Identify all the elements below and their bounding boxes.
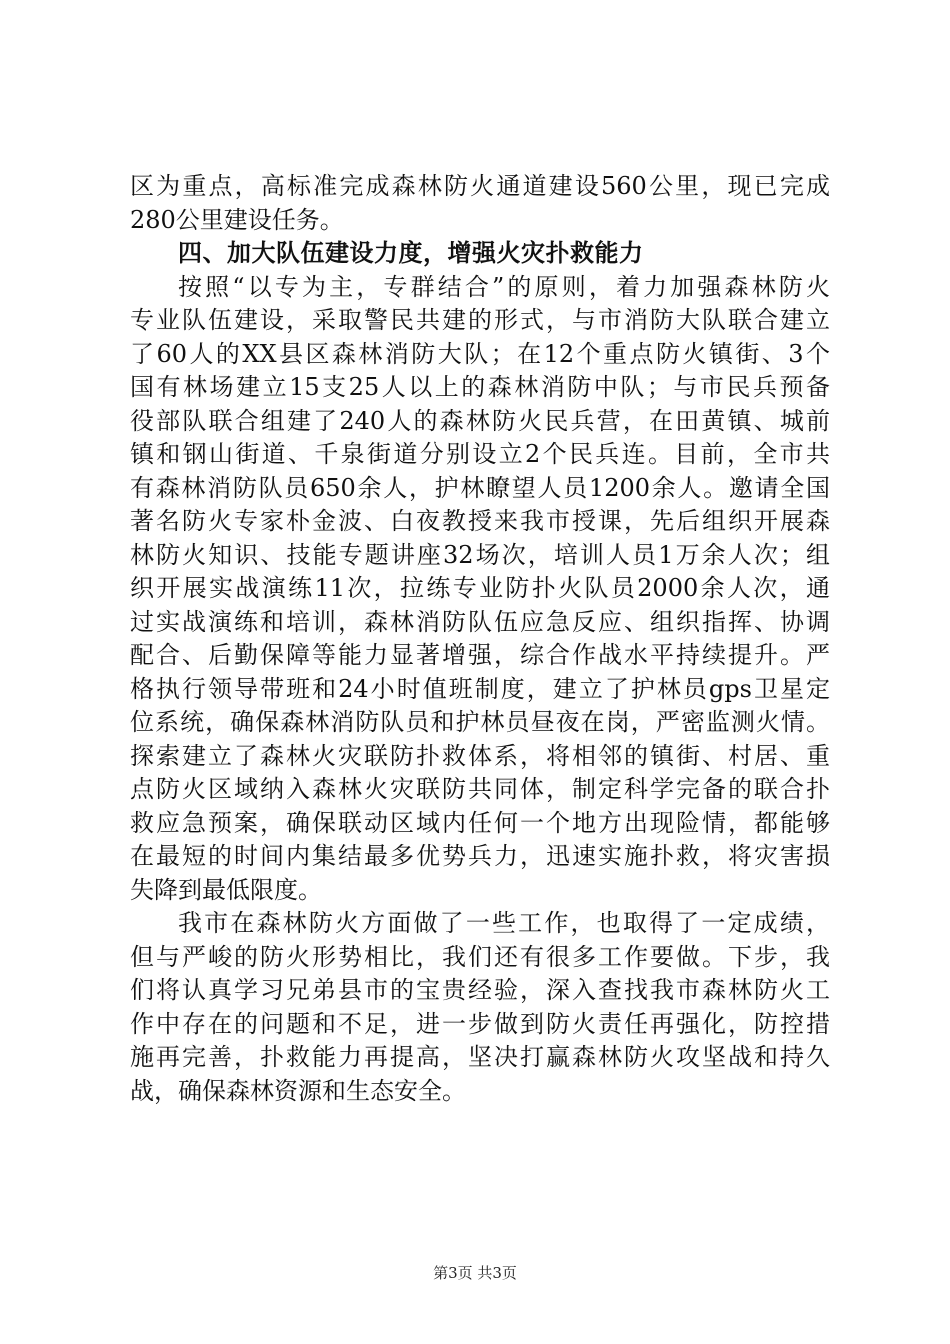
text-line: 配合、后勤保障等能力显著增强，综合作战水平持续提升。严 — [130, 641, 830, 669]
paragraph — [130, 271, 830, 908]
text-line: 著名防火专家朴金波、白夜教授来我市授课，先后组织开展森 — [130, 507, 830, 535]
document-body — [130, 170, 830, 1108]
text-line: 但与严峻的防火形势相比，我们还有很多工作要做。下步，我 — [130, 942, 830, 971]
text-line: 国有林场建立15支25人以上的森林消防中队；与市民兵预备 — [130, 373, 830, 401]
text-line: 救应急预案，确保联动区域内任何一个地方出现险情，都能够 — [130, 808, 830, 837]
text-line: 役部队联合组建了240人的森林防火民兵营，在田黄镇、城前 — [130, 406, 830, 435]
text-line: 我市在森林防火方面做了一些工作，也取得了一定成绩， — [178, 909, 830, 937]
text-line: 作中存在的问题和不足，进一步做到防火责任再强化，防控措 — [130, 1009, 830, 1038]
paragraph — [130, 907, 830, 1108]
text-line: 280公里建设任务。 — [130, 205, 344, 234]
text-line: 按照“以专为主，专群结合”的原则，着力加强森林防火 — [178, 272, 830, 301]
text-line: 过实战演练和培训，森林消防队伍应急反应、组织指挥、协调 — [130, 607, 830, 636]
text-line: 区为重点，高标准完成森林防火通道建设560公里，现已完成 — [130, 172, 830, 200]
text-line: 格执行领导带班和24小时值班制度，建立了护林员gps卫星定 — [130, 674, 830, 703]
text-line: 了60人的XX县区森林消防大队；在12个重点防火镇街、3个 — [130, 339, 830, 368]
text-line: 探索建立了森林火灾联防扑救体系，将相邻的镇街、村居、重 — [130, 741, 830, 770]
text-line: 点防火区域纳入森林火灾联防共同体，制定科学完备的联合扑 — [130, 775, 830, 803]
text-line: 们将认真学习兄弟县市的宝贵经验，深入查找我市森林防火工 — [130, 976, 830, 1004]
text-line: 有森林消防队员650余人，护林瞭望人员1200余人。邀请全国 — [130, 473, 830, 502]
text-line: 织开展实战演练11次，拉练专业防扑火队员2000余人次，通 — [130, 574, 830, 602]
text-line: 专业队伍建设，采取警民共建的形式，与市消防大队联合建立 — [130, 306, 830, 334]
text-line: 失降到最低限度。 — [130, 875, 322, 904]
text-line: 在最短的时间内集结最多优势兵力，迅速实施扑救，将灾害损 — [130, 842, 830, 870]
text-line: 施再完善，扑救能力再提高，坚决打赢森林防火攻坚战和持久 — [130, 1043, 830, 1071]
text-line: 镇和钢山街道、千泉街道分别设立2个民兵连。目前，全市共 — [130, 440, 830, 468]
text-line: 位系统，确保森林消防队员和护林员昼夜在岗，严密监测火情。 — [130, 708, 830, 736]
text-line: 战，确保森林资源和生态安全。 — [130, 1076, 466, 1105]
page-number-footer: 第3页 共3页 — [433, 1264, 517, 1282]
section-heading: 四、加大队伍建设力度，增强火灾扑救能力 — [178, 239, 644, 267]
text-line: 林防火知识、技能专题讲座32场次，培训人员1万余人次；组 — [130, 540, 830, 569]
